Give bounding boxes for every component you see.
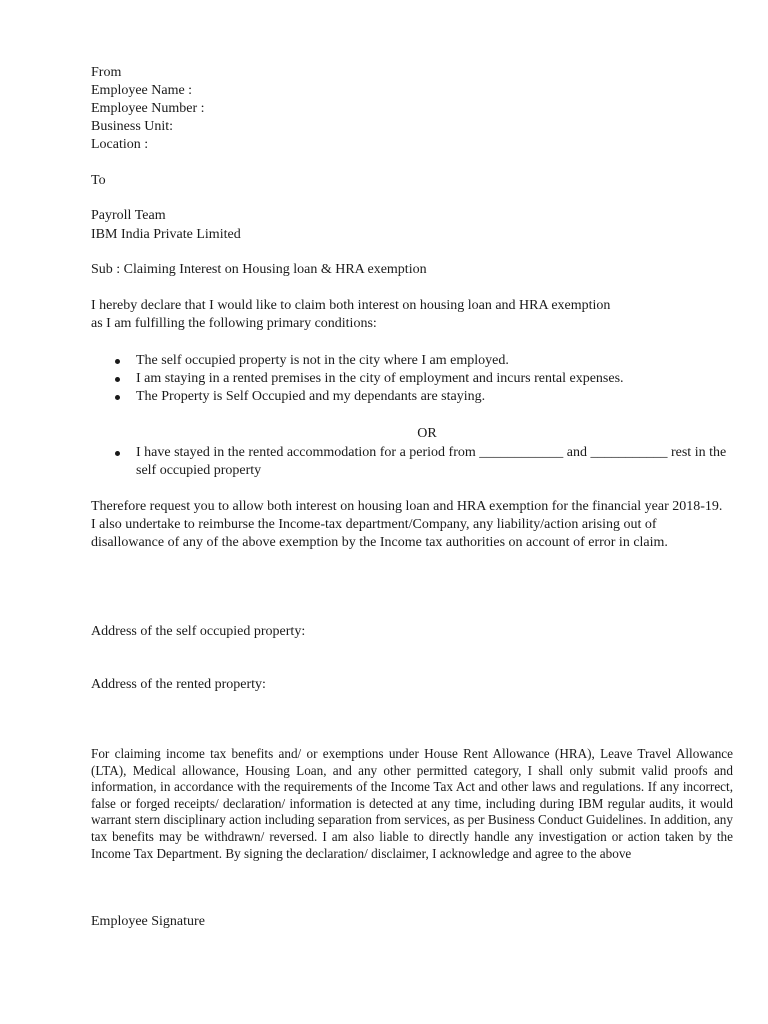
recipient-company: IBM India Private Limited [91, 227, 241, 242]
disclaimer-paragraph: For claiming income tax benefits and/ or exemptions under House Rent Allowance (HRA), Leave Travel Allowance (LTA), Medical allowance, Housing Loan, and any other permitted category, I shall only submit valid proofs and information, in accordance with the requirements of the Income Tax Act and other laws and regulations. If any incorrect, false or forged receipts/ declaration/ information is detected at any time, including during IBM regular audits, it would warrant stern disciplinary action including separation from services, as per Business Conduct Guidelines. In addition, any tax benefits may be withdrawn/ reversed. I am also liable to directly handle any investigation or action taken by the Income Tax Department. By signing the declaration/ disclaimer, I acknowledge and agree to the above [91, 746, 733, 861]
list-item: The self occupied property is not in the city where I am employed. [112, 352, 742, 370]
address-self-occupied-label: Address of the self occupied property: [91, 624, 306, 639]
address-rented-label: Address of the rented property: [91, 677, 266, 692]
or-separator: OR [417, 426, 437, 441]
list-item: I have stayed in the rented accommodation for a period from ____________ and ___________ rest in the self occupied property [112, 444, 742, 480]
conditions-list [112, 352, 742, 406]
bullet-icon [115, 451, 120, 456]
intro-paragraph: I hereby declare that I would like to claim both interest on housing loan and HRA exemption as I am fulfilling the following primary conditions: [91, 298, 611, 331]
bullet-icon [115, 359, 120, 364]
employee-name-field: Employee Name : [91, 83, 193, 98]
list-item: The Property is Self Occupied and my dependants are staying. [112, 388, 742, 406]
from-label: From [91, 65, 122, 80]
subject-line: Sub : Claiming Interest on Housing loan & HRA exemption [91, 262, 427, 277]
list-item: I am staying in a rented premises in the city of employment and incurs rental expenses. [112, 370, 742, 388]
employee-number-field: Employee Number : [91, 101, 205, 116]
signature-label: Employee Signature [91, 914, 205, 929]
business-unit-field: Business Unit: [91, 119, 174, 134]
request-paragraph: Therefore request you to allow both interest on housing loan and HRA exemption for the financial year 2018-19. I also undertake to reimburse the Income-tax department/Company, any liability/action arising out of disallowance of any of the above exemption by the Income tax authorities on account of error in claim. [91, 499, 723, 550]
to-label: To [91, 173, 106, 188]
bullet-icon [115, 395, 120, 400]
location-field: Location : [91, 137, 149, 152]
alternate-condition-list [112, 444, 742, 480]
bullet-icon [115, 377, 120, 382]
recipient-team: Payroll Team [91, 208, 166, 223]
